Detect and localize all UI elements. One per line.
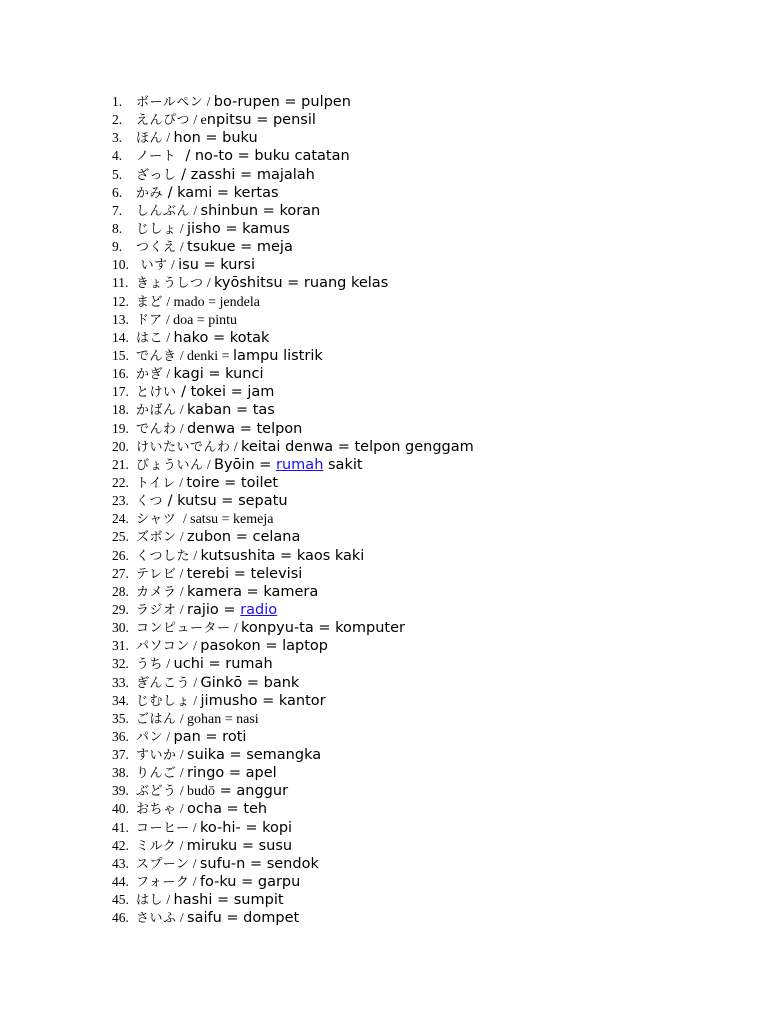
hyperlink[interactable]: rumah (276, 456, 324, 473)
separator: / (190, 112, 201, 128)
item-number: 25. (112, 529, 129, 545)
translation-text: isu = kursi (178, 257, 255, 274)
list-item (112, 293, 474, 311)
separator: / (176, 220, 188, 236)
translation-text: satsu = kemeja (190, 512, 274, 528)
translation-text: ko-hi- = kopi (200, 819, 293, 836)
list-item (112, 782, 474, 800)
separator: / (176, 601, 188, 617)
japanese-word: スプーン (136, 856, 190, 872)
separator: / (176, 783, 188, 799)
separator: / (163, 493, 178, 510)
item-number: 12. (112, 293, 129, 309)
item-number: 43. (112, 855, 129, 871)
japanese-word: ノート (136, 149, 177, 165)
list-item (112, 111, 474, 129)
item-number: 8. (112, 220, 123, 236)
translation-text: kami = kertas (177, 184, 279, 201)
translation-text: kutsu = sepatu (177, 493, 288, 510)
japanese-word: すいか (136, 748, 177, 764)
japanese-word: テレビ (136, 566, 177, 582)
item-number: 23. (112, 493, 129, 509)
list-item (112, 692, 474, 710)
item-number: 4. (112, 148, 123, 164)
list-item (112, 147, 474, 165)
list-item (112, 837, 474, 855)
item-number: 33. (112, 674, 129, 690)
item-number: 24. (112, 511, 129, 527)
separator: / (190, 547, 201, 563)
translation-text: npitsu = pensil (206, 112, 316, 129)
japanese-word: パソコン (136, 639, 190, 655)
list-item (112, 220, 474, 238)
list-item (112, 347, 474, 365)
japanese-word: トイレ (136, 475, 176, 491)
japanese-word: まど (136, 294, 164, 310)
list-item (112, 800, 474, 818)
japanese-word: おちゃ (136, 802, 177, 818)
list-item (112, 383, 474, 401)
separator: / (189, 819, 200, 835)
separator: / (175, 474, 187, 490)
japanese-word: きょうしつ (136, 276, 204, 292)
item-number: 1. (112, 94, 123, 109)
list-item (112, 238, 474, 256)
japanese-word: くつした (136, 548, 191, 564)
item-number: 27. (112, 565, 129, 581)
item-number: 3. (112, 130, 123, 146)
hyperlink[interactable]: radio (240, 601, 278, 618)
separator: / (176, 565, 187, 581)
japanese-word: しんぶん (136, 203, 191, 219)
translation-text: mado = jendela (173, 294, 260, 310)
translation-text: e (200, 113, 207, 129)
japanese-word: ほん (136, 131, 164, 147)
separator: / (176, 765, 188, 781)
translation-text: suika = semangka (187, 747, 322, 764)
translation-text: pan = roti (173, 728, 247, 745)
item-number: 41. (112, 819, 129, 835)
item-number: 13. (112, 311, 129, 327)
item-number: 37. (112, 747, 129, 763)
translation-text: ocha = teh (187, 801, 268, 818)
japanese-word: つくえ (136, 240, 177, 256)
list-item (112, 619, 474, 637)
separator: / (203, 456, 215, 472)
list-item (112, 329, 474, 347)
item-number: 34. (112, 692, 129, 708)
translation-text: jisho = kamus (187, 220, 290, 237)
translation-text: tokei = jam (190, 384, 275, 401)
separator: / (176, 583, 188, 599)
list-item (112, 710, 474, 728)
list-item (112, 438, 474, 456)
list-item (112, 420, 474, 438)
separator: / (189, 638, 201, 654)
translation-text: hako = kotak (173, 329, 270, 346)
translation-text: Ginkō = bank (200, 674, 300, 691)
item-number: 38. (112, 765, 129, 781)
list-item (112, 184, 474, 202)
separator: / (163, 366, 174, 382)
japanese-word: パン (136, 729, 164, 745)
japanese-word: カメラ (136, 584, 177, 600)
list-item (112, 492, 474, 510)
japanese-word: コンピューター (136, 621, 231, 637)
translation-text: terebi = televisi (186, 565, 303, 582)
list-item (112, 819, 474, 837)
translation-text: zasshi = majalah (190, 166, 315, 183)
japanese-word: じしょ (136, 221, 177, 237)
translation-text: Byōin = (214, 456, 277, 473)
list-item (112, 129, 474, 147)
translation-text: zubon = celana (187, 529, 301, 546)
separator: / (163, 892, 174, 908)
separator: / (162, 311, 174, 327)
separator: / (176, 166, 191, 183)
item-number: 16. (112, 366, 129, 382)
list-item (112, 855, 474, 873)
item-number: 44. (112, 874, 129, 890)
japanese-word: はし (136, 893, 164, 909)
translation-text: saifu = dompet (187, 910, 300, 927)
separator: / (163, 329, 174, 345)
list-item (112, 565, 474, 583)
item-number: 21. (112, 456, 129, 472)
separator: / (163, 293, 174, 309)
list-item (112, 401, 474, 419)
list-item (112, 674, 474, 692)
translation-text: kyōshitsu = ruang kelas (214, 275, 389, 292)
separator: / (163, 184, 178, 201)
list-item (112, 365, 474, 383)
translation-text: fo-ku = garpu (199, 874, 301, 891)
item-number: 10. (112, 257, 129, 273)
separator: / (176, 347, 188, 363)
japanese-word: ミルク (136, 838, 177, 854)
translation-text: keitai denwa = telpon genggam (241, 438, 474, 455)
japanese-word: でんわ (136, 421, 177, 437)
japanese-word: ごはん (136, 711, 177, 727)
item-number: 42. (112, 837, 129, 853)
japanese-word: くつ (136, 494, 164, 510)
translation-text: rajio = (187, 601, 241, 618)
separator: / (189, 874, 200, 890)
separator: / (176, 747, 188, 763)
japanese-word: えんぴつ (136, 113, 191, 129)
list-item (112, 456, 474, 474)
japanese-word: ぎんこう (136, 675, 191, 691)
japanese-word: ドア (136, 312, 163, 328)
translation-text: gohan = nasi (187, 711, 259, 727)
item-number: 20. (112, 438, 129, 454)
list-item (112, 601, 474, 619)
separator: / (190, 674, 201, 690)
japanese-word: コーヒー (136, 820, 190, 836)
japanese-word: ざっし (136, 167, 177, 183)
japanese-word: フォーク (136, 875, 190, 891)
list-item (112, 637, 474, 655)
item-number: 6. (112, 184, 123, 200)
list-item (112, 166, 474, 184)
list-item (112, 256, 474, 274)
translation-text: konpyu-ta = komputer (241, 620, 405, 637)
item-number: 9. (112, 239, 123, 255)
japanese-word: とけい (136, 385, 177, 401)
item-number: 14. (112, 329, 129, 345)
item-number: 39. (112, 783, 129, 799)
item-number: 22. (112, 474, 129, 490)
japanese-word: かみ (136, 185, 164, 201)
list-item (112, 93, 474, 111)
separator: / (176, 402, 188, 418)
item-number: 7. (112, 202, 123, 218)
item-number: 30. (112, 620, 129, 636)
translation-text: tsukue = meja (187, 239, 293, 256)
japanese-word: かばん (136, 403, 177, 419)
japanese-word: ボールペン (136, 95, 204, 110)
list-item (112, 474, 474, 492)
translation-text: hon = buku (173, 130, 258, 147)
separator: / (176, 801, 188, 817)
translation-text: sufu-n = sendok (199, 855, 319, 872)
list-item (112, 510, 474, 528)
translation-text: uchi = rumah (173, 656, 273, 673)
translation-text: ringo = apel (187, 765, 277, 782)
item-number: 5. (112, 166, 123, 182)
japanese-word: じむしょ (136, 693, 191, 709)
item-number: 11. (112, 275, 129, 291)
translation-text: sakit (323, 456, 363, 473)
japanese-word: うち (136, 657, 164, 673)
translation-text: toire = toilet (186, 474, 279, 491)
translation-text: bo-rupen = pulpen (213, 94, 351, 110)
list-item (112, 274, 474, 292)
item-number: 18. (112, 402, 129, 418)
list-item (112, 202, 474, 220)
separator: / (163, 728, 174, 744)
item-number: 40. (112, 801, 129, 817)
separator: / (203, 94, 214, 109)
translation-text: kaban = tas (187, 402, 275, 419)
list-item (112, 547, 474, 565)
list-item (112, 764, 474, 782)
separator: / (163, 656, 174, 672)
separator: / (176, 837, 187, 853)
translation-text: pasokon = laptop (200, 638, 328, 655)
translation-text: jimusho = kantor (200, 692, 326, 709)
item-number: 31. (112, 638, 129, 654)
separator: / (176, 148, 195, 165)
translation-text: kamera = kamera (187, 583, 319, 600)
translation-text: shinbun = koran (200, 202, 321, 219)
list-item (112, 655, 474, 673)
translation-text: kagi = kunci (173, 366, 264, 383)
item-number: 45. (112, 892, 129, 908)
separator: / (167, 257, 179, 273)
separator: / (230, 620, 242, 636)
list-item (112, 873, 474, 891)
separator: / (230, 438, 242, 454)
japanese-word: さいふ (136, 911, 177, 927)
separator: / (176, 420, 188, 436)
separator: / (190, 202, 201, 218)
japanese-word: はこ (136, 330, 164, 346)
separator: / (176, 384, 191, 401)
separator: / (176, 529, 188, 545)
translation-text: hashi = sumpit (173, 892, 284, 909)
separator: / (203, 275, 215, 291)
vocabulary-list (112, 93, 474, 927)
translation-text: doa = pintu (173, 312, 238, 328)
item-number: 2. (112, 112, 123, 128)
japanese-word: いす (136, 258, 168, 274)
list-item (112, 528, 474, 546)
list-item (112, 891, 474, 909)
translation-text: kutsushita = kaos kaki (200, 547, 365, 564)
list-item (112, 746, 474, 764)
translation-text: no-to = buku catatan (194, 148, 350, 165)
separator: / (176, 511, 191, 527)
item-number: 46. (112, 910, 129, 926)
japanese-word: ぶどう (136, 784, 177, 800)
japanese-word: シャツ (136, 512, 177, 528)
japanese-word: ズボン (136, 530, 177, 546)
item-number: 36. (112, 728, 129, 744)
item-number: 29. (112, 601, 129, 617)
japanese-word: でんき (136, 348, 177, 364)
translation-text: lampu listrik (233, 347, 323, 364)
separator: / (176, 710, 188, 726)
separator: / (176, 910, 188, 926)
separator: / (190, 692, 201, 708)
japanese-word: けいたいでんわ (136, 439, 231, 455)
translation-text: denwa = telpon (187, 420, 303, 437)
item-number: 28. (112, 583, 129, 599)
japanese-word: りんご (136, 766, 177, 782)
item-number: 32. (112, 656, 129, 672)
item-number: 19. (112, 420, 129, 436)
separator: / (176, 239, 188, 255)
japanese-word: ラジオ (136, 602, 177, 618)
translation-text: miruku = susu (186, 837, 293, 854)
list-item (112, 728, 474, 746)
japanese-word: かぎ (136, 367, 164, 383)
separator: / (189, 855, 200, 871)
item-number: 17. (112, 384, 129, 400)
japanese-word: びょういん (136, 457, 204, 473)
list-item (112, 583, 474, 601)
item-number: 26. (112, 547, 129, 563)
translation-text: budō (187, 784, 216, 800)
list-item (112, 311, 474, 329)
translation-text: denki = (187, 348, 234, 364)
separator: / (163, 130, 174, 146)
item-number: 15. (112, 347, 129, 363)
list-item (112, 909, 474, 927)
translation-text: = anggur (215, 783, 289, 800)
item-number: 35. (112, 710, 129, 726)
